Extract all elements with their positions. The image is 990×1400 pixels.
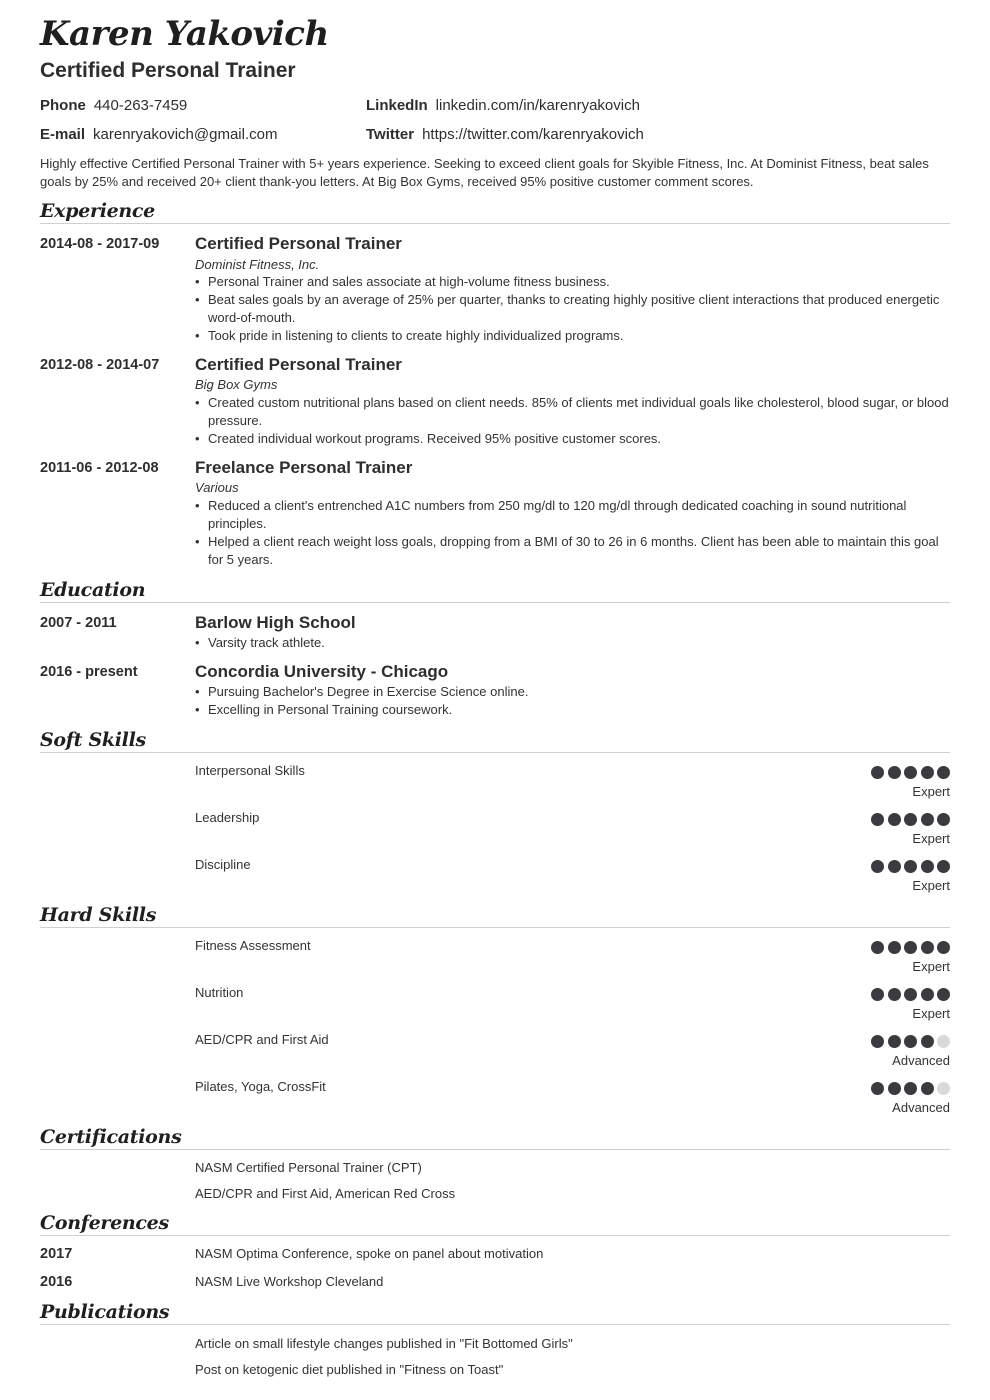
rating-dot-filled	[871, 813, 884, 826]
list-item: • Reduced a client's entrenched A1C numbers from 250 mg/dl to 120 mg/dl through dedicated coaching in sound nutritional principles.	[195, 497, 950, 533]
rating-dot-filled	[904, 1035, 917, 1048]
school-name: Concordia University - Chicago	[195, 662, 449, 681]
rating-dot-filled	[937, 941, 950, 954]
rating-dot-filled	[888, 860, 901, 873]
soft-skills-heading-text: Soft Skills	[40, 729, 146, 751]
company-name: Big Box Gyms	[195, 377, 278, 392]
skill-level: Expert	[912, 959, 950, 974]
rating-dot-filled	[871, 860, 884, 873]
company-name: Various	[195, 480, 239, 495]
publications-heading	[40, 1296, 950, 1325]
publication-item: Article on small lifestyle changes published in "Fit Bottomed Girls"	[195, 1336, 573, 1351]
rating-dot-filled	[904, 1082, 917, 1095]
rating-dot-filled	[937, 860, 950, 873]
certifications-heading	[40, 1121, 950, 1150]
linkedin-value[interactable]: linkedin.com/in/karenryakovich	[435, 97, 640, 114]
rating-dot-filled	[921, 1082, 934, 1095]
rating-dot-filled	[937, 813, 950, 826]
skill-name: Leadership	[195, 810, 260, 825]
conferences-heading	[40, 1207, 950, 1236]
skill-rating	[868, 1035, 951, 1049]
rating-dot-filled	[921, 813, 934, 826]
skill-name: Discipline	[195, 857, 251, 872]
email-value[interactable]: karenryakovich@gmail.com	[93, 126, 278, 143]
experience-heading-text: Experience	[40, 200, 155, 222]
education-dates: 2007 - 2011	[40, 615, 117, 631]
twitter-label: Twitter	[366, 126, 415, 143]
job-bullets	[195, 394, 950, 448]
company-name: Dominist Fitness, Inc.	[195, 257, 320, 272]
rating-dot-filled	[921, 941, 934, 954]
certifications-heading-text: Certifications	[40, 1126, 182, 1148]
soft-skills-heading	[40, 724, 950, 753]
skill-name: Pilates, Yoga, CrossFit	[195, 1079, 326, 1094]
rating-dot-filled	[904, 941, 917, 954]
rating-dot-filled	[921, 860, 934, 873]
education-heading	[40, 574, 950, 603]
list-item: • Pursuing Bachelor's Degree in Exercise Science online.	[195, 683, 950, 701]
education-bullets	[195, 634, 950, 652]
skill-level: Advanced	[892, 1100, 950, 1115]
rating-dot-filled	[904, 813, 917, 826]
job-bullets	[195, 273, 950, 345]
rating-dot-filled	[937, 766, 950, 779]
list-item: • Took pride in listening to clients to create highly individualized programs.	[195, 327, 950, 345]
conference-year: 2016	[40, 1274, 73, 1290]
rating-dot-filled	[888, 1035, 901, 1048]
linkedin-row	[366, 97, 640, 114]
conference-year: 2017	[40, 1246, 73, 1262]
skill-level: Expert	[912, 831, 950, 846]
conference-item: NASM Optima Conference, spoke on panel about motivation	[195, 1246, 544, 1261]
candidate-title: Certified Personal Trainer	[40, 59, 296, 82]
rating-dot-filled	[937, 988, 950, 1001]
list-item: • Beat sales goals by an average of 25% per quarter, thanks to creating highly positive client interactions that produced energetic word-of-mouth.	[195, 291, 950, 327]
rating-dot-filled	[871, 766, 884, 779]
publication-item: Post on ketogenic diet published in "Fitness on Toast"	[195, 1362, 504, 1377]
experience-dates: 2012-08 - 2014-07	[40, 357, 160, 373]
experience-dates: 2014-08 - 2017-09	[40, 236, 160, 252]
experience-heading	[40, 195, 950, 224]
skill-name: Nutrition	[195, 985, 244, 1000]
hard-skills-heading-text: Hard Skills	[40, 904, 157, 926]
hard-skills-heading	[40, 899, 950, 928]
phone-row	[40, 97, 187, 114]
education-dates: 2016 - present	[40, 664, 138, 680]
rating-dot-filled	[921, 988, 934, 1001]
list-item: • Excelling in Personal Training coursework.	[195, 701, 950, 719]
candidate-name: Karen Yakovich	[40, 14, 329, 54]
skill-rating	[868, 813, 951, 827]
rating-dot-filled	[921, 1035, 934, 1048]
certification-item: NASM Certified Personal Trainer (CPT)	[195, 1160, 422, 1175]
rating-dot-filled	[871, 988, 884, 1001]
education-heading-text: Education	[40, 579, 146, 601]
skill-level: Expert	[912, 878, 950, 893]
rating-dot-filled	[871, 1035, 884, 1048]
twitter-value[interactable]: https://twitter.com/karenryakovich	[422, 126, 644, 143]
rating-dot-filled	[888, 941, 901, 954]
rating-dot-filled	[888, 813, 901, 826]
school-name: Barlow High School	[195, 613, 356, 632]
linkedin-label: LinkedIn	[366, 97, 428, 114]
list-item: • Varsity track athlete.	[195, 634, 950, 652]
rating-dot-filled	[871, 941, 884, 954]
rating-dot-filled	[904, 860, 917, 873]
skill-rating	[868, 988, 951, 1002]
job-title: Certified Personal Trainer	[195, 234, 402, 253]
skill-rating	[868, 766, 951, 780]
education-bullets	[195, 683, 950, 719]
rating-dot-filled	[871, 1082, 884, 1095]
skill-level: Advanced	[892, 1053, 950, 1068]
summary-text: Highly effective Certified Personal Trainer with 5+ years experience. Seeking to exceed client goals for Skyible Fitness, Inc. At Dominist Fitness, beat sales goals by 25% and received 20+ client thank-you letters. At Big Box Gyms, received 95% positive customer comment scores.	[40, 156, 929, 189]
rating-dot-filled	[904, 988, 917, 1001]
job-title: Freelance Personal Trainer	[195, 458, 413, 477]
rating-dot-filled	[888, 766, 901, 779]
skill-rating	[868, 1082, 951, 1096]
job-title: Certified Personal Trainer	[195, 355, 402, 374]
skill-level: Expert	[912, 1006, 950, 1021]
list-item: • Helped a client reach weight loss goals, dropping from a BMI of 30 to 26 in 6 months. Client has been able to maintain this goal for 5 years.	[195, 533, 950, 569]
skill-level: Expert	[912, 784, 950, 799]
list-item: • Created custom nutritional plans based on client needs. 85% of clients met individual goals like cholesterol, blood sugar, or blood pressure.	[195, 394, 950, 430]
rating-dot-empty	[937, 1082, 950, 1095]
email-label: E-mail	[40, 126, 86, 143]
experience-dates: 2011-06 - 2012-08	[40, 460, 159, 476]
skill-rating	[868, 941, 951, 955]
skill-rating	[868, 860, 951, 874]
list-item: • Created individual workout programs. Received 95% positive customer scores.	[195, 430, 950, 448]
skill-name: Fitness Assessment	[195, 938, 311, 953]
rating-dot-filled	[888, 1082, 901, 1095]
phone-label: Phone	[40, 97, 86, 114]
twitter-row	[366, 126, 644, 143]
skill-name: AED/CPR and First Aid	[195, 1032, 329, 1047]
skill-name: Interpersonal Skills	[195, 763, 305, 778]
list-item: • Personal Trainer and sales associate at high-volume fitness business.	[195, 273, 950, 291]
rating-dot-filled	[921, 766, 934, 779]
publications-heading-text: Publications	[40, 1301, 170, 1323]
certification-item: AED/CPR and First Aid, American Red Cross	[195, 1186, 456, 1201]
conferences-heading-text: Conferences	[40, 1212, 169, 1234]
rating-dot-empty	[937, 1035, 950, 1048]
conference-item: NASM Live Workshop Cleveland	[195, 1274, 384, 1289]
phone-value: 440-263-7459	[93, 97, 188, 114]
job-bullets	[195, 497, 950, 569]
email-row	[40, 126, 277, 143]
rating-dot-filled	[888, 988, 901, 1001]
rating-dot-filled	[904, 766, 917, 779]
